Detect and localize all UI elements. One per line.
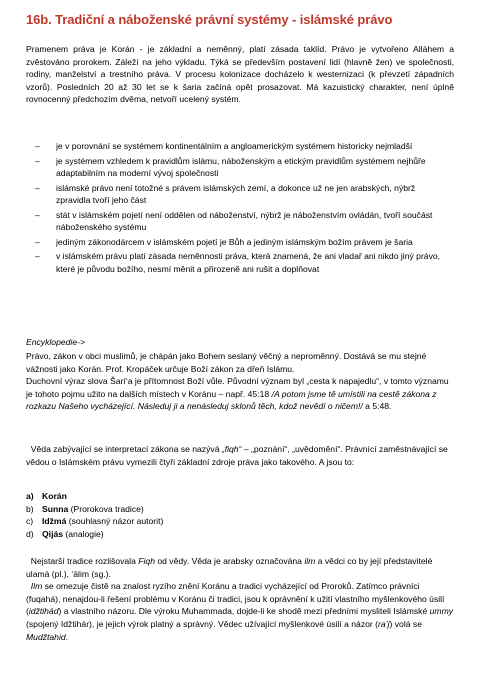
dash-bullet: – bbox=[35, 155, 40, 166]
source-item: b) Sunna (Prorokova tradice) bbox=[26, 503, 144, 514]
list-item: – jediným zákonodárcem v islámském pojetí je Bůh a jediným islámským božím právem je šaria bbox=[35, 236, 413, 247]
sources-list bbox=[26, 490, 163, 540]
tradition-paragraph: Nejstarší tradice rozlišovala Fiqh od vědy. Věda je arabsky označována ilm a vědci co by její představitelé ulamá (pl.), ‘ālim (sg.). Ilm se omezuje čistě na znalost ryzího znění Koránu a tradici vycházející od Proroků. Zatímco právníci (fuqahá), nenajdou-li řešení problému v Koránu či tradici, jsou k oprávnění k užití vlastního myšlenkového úsilí (idžtihád) a vlastního názoru. Dle výroku Muhammada, dojde-li ke shodě mezi předními mysliteli Islámské ummy (spojený Idžtihár), je jejich výrok platný a správný. Vědec užívající myšlenkové úsilí a názor (ra’j) volá se Mudžtahid. bbox=[26, 556, 454, 642]
dash-bullet: – bbox=[35, 251, 40, 262]
source-item: a) Korán bbox=[26, 491, 67, 501]
encyclopedia-paragraph-2: Duchovní výraz slova Šarí‘a je přítomnost Boží vůle. Původní význam byl „cesta k napajedlu“, v tomto významu je tohoto pojmu užito na dalších místech v Koránu – např. 45:18 /A potom jsme tě umístili na cestě zákona z rozkazu Našeho vycházející. Následuj ji a nenásleduj sklonů těch, kdož nevědí o ničem!/ a 5:48. bbox=[26, 376, 449, 412]
source-item: c) Idžmá (souhlasný názor autorit) bbox=[26, 516, 164, 527]
dash-bullet: – bbox=[35, 182, 40, 193]
page-title: 16b. Tradiční a náboženské právní systémy - islámské právo bbox=[26, 12, 393, 27]
list-item: – je systémem vzhledem k pravidlům islámu, náboženským a etickým pravidlům systémem nejhůře adaptabilním na moderní vývoj společnosti bbox=[35, 155, 426, 178]
quran-quote: /A potom jsme tě umístili na cestě zákona z rozkazu Našeho vycházející. Následuj ji a nenásleduj sklonů těch, kdož nevědí o ničem!/ bbox=[26, 388, 437, 412]
fiqh-term: „fiqh“ bbox=[221, 444, 242, 454]
intro-paragraph: Pramenem práva je Korán - je základní a neměnný, platí zásada taklíd. Právo je vytvořeno Alláhem a zvěstováno prorokem. Záleží na jeho výkladu. Týká se především postavení lidí (hlavně žen) ve společnosti, rodiny, manželství a trestního práva. V procesu kolonizace docházelo k westernizaci (k převzetí západních vzorů). Posledních 20 až 30 let se k šaria začíná opět prosazovat. Má kazuistický charakter, není úplně rovnocenný předchozím dvěma, netvoří ucelený systém. bbox=[26, 44, 454, 105]
list-item: – je v porovnání se systémem kontinentálním a angloamerickým systémem historicky nejmladší bbox=[35, 141, 413, 151]
dash-bullet: – bbox=[35, 236, 40, 247]
list-item: – islámské právo není totožné s právem islámských zemí, a dokonce už ne jen arabských, nýbrž zpravidla tvoří jeho část bbox=[35, 182, 416, 205]
characteristics-list bbox=[26, 140, 456, 277]
dash-bullet: – bbox=[35, 141, 40, 151]
fiqh-paragraph: Věda zabývající se interpretací zákona se nazývá „fiqh“ – „poznání“, „uvědomění“. Právnící zaměstnávající se vědou o Islámském právu vymezili čtyři základní zdroje práva jako takového. A jsou to: bbox=[26, 444, 448, 467]
source-item: d) Qijás (analogie) bbox=[26, 528, 104, 539]
list-item: – stát v islámském pojetí není oddělen od náboženství, nýbrž je náboženstvím ovládán, tvoří součást náboženského systému bbox=[35, 209, 433, 232]
list-item: – v islámském právu platí zásada neměnnosti práva, která znamená, že ani vladař ani nikdo jiný právo, které je původu božího, nesmí měnit a přirozeně ani rušit a doplňovat bbox=[35, 251, 441, 274]
encyclopedia-heading: Encyklopedie-> bbox=[26, 337, 85, 347]
encyclopedia-section bbox=[26, 350, 454, 413]
dash-bullet: – bbox=[35, 209, 40, 220]
encyclopedia-paragraph-1: Právo, zákon v obci muslimů, je chápán jako Bohem seslaný věčný a neproměnný. Dostává se mu stejné vážnosti jako Korán. Prof. Kropáček určuje Boží zákon za dřeň Islámu. bbox=[26, 351, 427, 374]
